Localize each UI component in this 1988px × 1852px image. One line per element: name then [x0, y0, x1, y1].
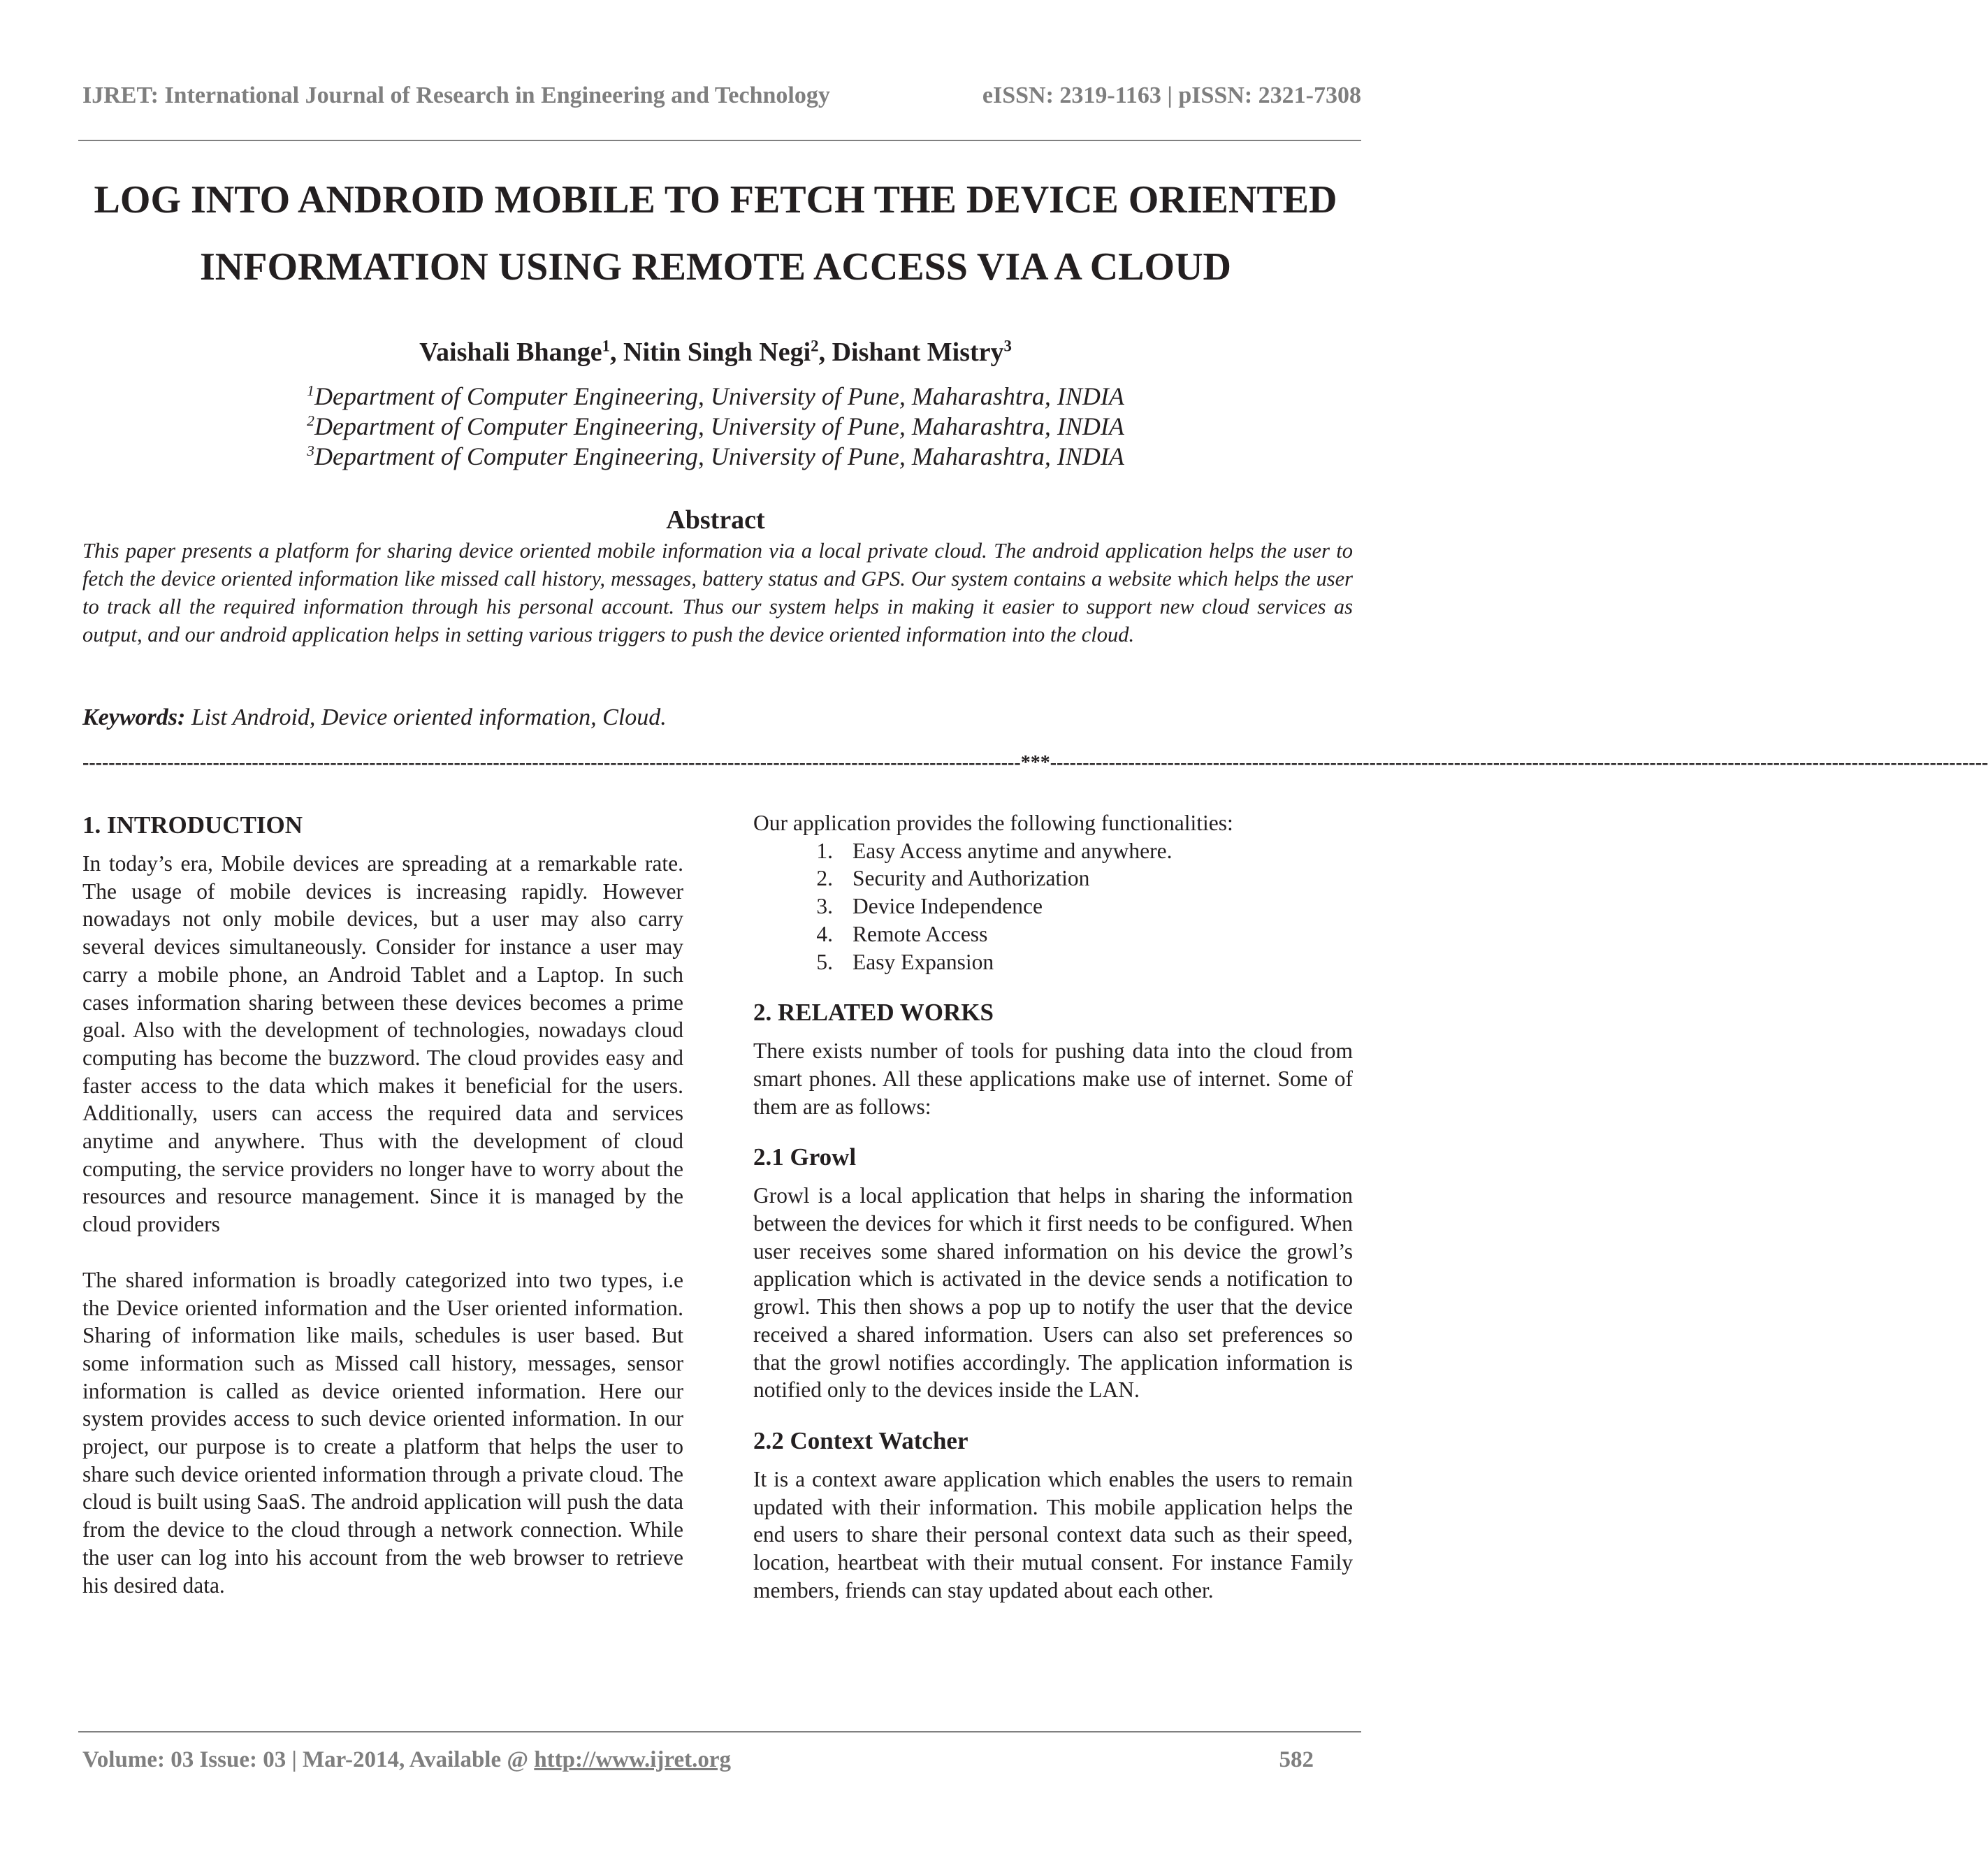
subsection-heading-growl: 2.1 Growl: [753, 1143, 857, 1171]
section-heading-related-works: 2. RELATED WORKS: [753, 999, 994, 1027]
affiliation-line: [0, 442, 1431, 472]
section-separator: [82, 749, 1988, 777]
affiliation-text: Department of Computer Engineering, University of Pune, Maharashtra, INDIA: [314, 442, 1124, 470]
footer-rule: [78, 1731, 1361, 1732]
intro-paragraph-1: In today’s era, Mobile devices are spreading at a remarkable rate. The usage of mobile devices is increasing rapidly. However nowadays not only mobile devices, but a user may also carry several devices simultaneously. Consider for instance a user may carry a mobile phone, an Android Tablet and a Laptop. In such cases information sharing between these devices becomes a prime goal. Also with the development of technologies, nowadays cloud computing has become the buzzword. The cloud provides easy and faster access to the data which makes it beneficial for the users. Additionally, users can access the required data and services anytime and anywhere. Thus with the development of cloud computing, the service providers no longer have to worry about the resources and resource management. Since it is managed by the cloud providers: [82, 851, 683, 1237]
separator-stars: ***: [1020, 752, 1050, 774]
affiliation-line: [0, 382, 1431, 412]
journal-website-link[interactable]: http://www.ijret.org: [534, 1747, 731, 1772]
abstract-heading: Abstract: [666, 505, 765, 535]
related-paragraph: There exists number of tools for pushing data into the cloud from smart phones. All these applications make use of internet. Some of them are as follows:: [753, 1039, 1353, 1119]
list-item-number: 1.: [816, 838, 833, 863]
title-line-2: INFORMATION USING REMOTE ACCESS VIA A CLOUD: [200, 245, 1231, 289]
context-watcher-paragraph: It is a context aware application which enables the users to remain updated with their information. This mobile application helps the end users to share their personal context data such as their speed, location, heartbeat with their mutual consent. For instance Family members, friends can stay updated about each other.: [753, 1466, 1353, 1603]
author-separator: ,: [610, 338, 623, 367]
affiliation-list: [0, 382, 1431, 472]
affiliation-text: Department of Computer Engineering, University of Pune, Maharashtra, INDIA: [314, 412, 1124, 440]
keywords-text: List Android, Device oriented information, Cloud.: [185, 704, 667, 730]
right-column: [753, 809, 1353, 1604]
list-item-text: Remote Access: [852, 921, 988, 946]
list-item: [753, 837, 1353, 865]
subsection-heading-context-watcher: 2.2 Context Watcher: [753, 1426, 968, 1454]
page-number: 582: [1279, 1747, 1314, 1772]
list-item-number: 2.: [816, 866, 833, 891]
author-name: Nitin Singh Negi: [623, 338, 811, 367]
list-item: [753, 892, 1353, 920]
running-header: [82, 82, 1361, 109]
list-item-number: 5.: [816, 949, 833, 974]
left-column: [82, 809, 683, 1599]
list-item-text: Easy Access anytime and anywhere.: [852, 838, 1173, 863]
affiliation-superscript: 3: [307, 442, 314, 459]
list-item-number: 3.: [816, 894, 833, 919]
intro-paragraph-2: The shared information is broadly categorized into two types, i.e the Device oriented information and the User oriented information. Sharing of information like mails, schedules is user based. But some information such as Missed call history, messages, sensor information is called as device oriented information. Here our system provides access to such device oriented information. In our project, our purpose is to create a platform that helps the user to share such device oriented information through a private cloud. The cloud is built using SaaS. The android application will push the data from the device to the cloud through a network connection. While the user can log into his account from the web browser to retrieve his desired data.: [82, 1267, 683, 1598]
list-item-text: Security and Authorization: [852, 866, 1090, 891]
author-superscript: 1: [602, 337, 610, 355]
separator-dashes-left: ------------------------------------------------------------------------------------------------------------------------------------------------: [82, 752, 1021, 774]
abstract-body: This paper presents a platform for sharing device oriented mobile information via a local private cloud. The android application helps the user to fetch the device oriented information like missed call history, messages, battery status and GPS. Our system contains a website which helps the user to track all the required information through his personal account. Thus our system helps in making it easier to support new cloud services as output, and our android application helps in setting various triggers to push the device oriented information into the cloud.: [82, 539, 1353, 646]
footer-citation: [82, 1744, 1312, 1775]
author-name: Dishant Mistry: [832, 338, 1004, 367]
functionalities-list: [753, 837, 1353, 976]
list-item-text: Easy Expansion: [852, 949, 994, 974]
list-item-number: 4.: [816, 921, 833, 946]
footer-volume-info: Volume: 03 Issue: 03 | Mar-2014, Available @: [82, 1747, 535, 1772]
author-list: [0, 331, 1431, 373]
affiliation-text: Department of Computer Engineering, University of Pune, Maharashtra, INDIA: [314, 382, 1124, 410]
list-item: [753, 948, 1353, 976]
issn-info: eISSN: 2319-1163 | pISSN: 2321-7308: [982, 82, 1361, 108]
author-separator: ,: [818, 338, 832, 367]
keywords: [82, 702, 1353, 734]
author-superscript: 2: [811, 337, 819, 355]
growl-paragraph: Growl is a local application that helps in sharing the information between the devices for which it first needs to be configured. When user receives some shared information on his device the growl’s application which is activated in the device sends a notification to growl. This then shows a pop up to notify the user that the device received a shared information. Users can also set preferences so that the growl notifies accordingly. The application information is notified only to the devices inside the LAN.: [753, 1183, 1353, 1403]
journal-name: IJRET: International Journal of Research in Engineering and Technology: [82, 82, 830, 108]
paper-title: [0, 166, 1431, 301]
title-line-1: LOG INTO ANDROID MOBILE TO FETCH THE DEVICE ORIENTED: [94, 178, 1337, 222]
section-heading-introduction: 1. INTRODUCTION: [82, 811, 303, 839]
affiliation-superscript: 2: [307, 412, 314, 429]
affiliation-superscript: 1: [307, 382, 314, 399]
header-rule: [78, 140, 1361, 141]
author-name: Vaishali Bhange: [419, 338, 602, 367]
list-item: [753, 864, 1353, 892]
author-superscript: 3: [1003, 337, 1012, 355]
separator-dashes-right: ------------------------------------------------------------------------------------------------------------------------------------------------: [1050, 752, 1988, 774]
list-item: [753, 920, 1353, 948]
functionalities-lead: Our application provides the following functionalities:: [753, 811, 1233, 835]
keywords-label: Keywords:: [82, 704, 186, 730]
affiliation-line: [0, 412, 1431, 442]
list-item-text: Device Independence: [852, 894, 1043, 919]
